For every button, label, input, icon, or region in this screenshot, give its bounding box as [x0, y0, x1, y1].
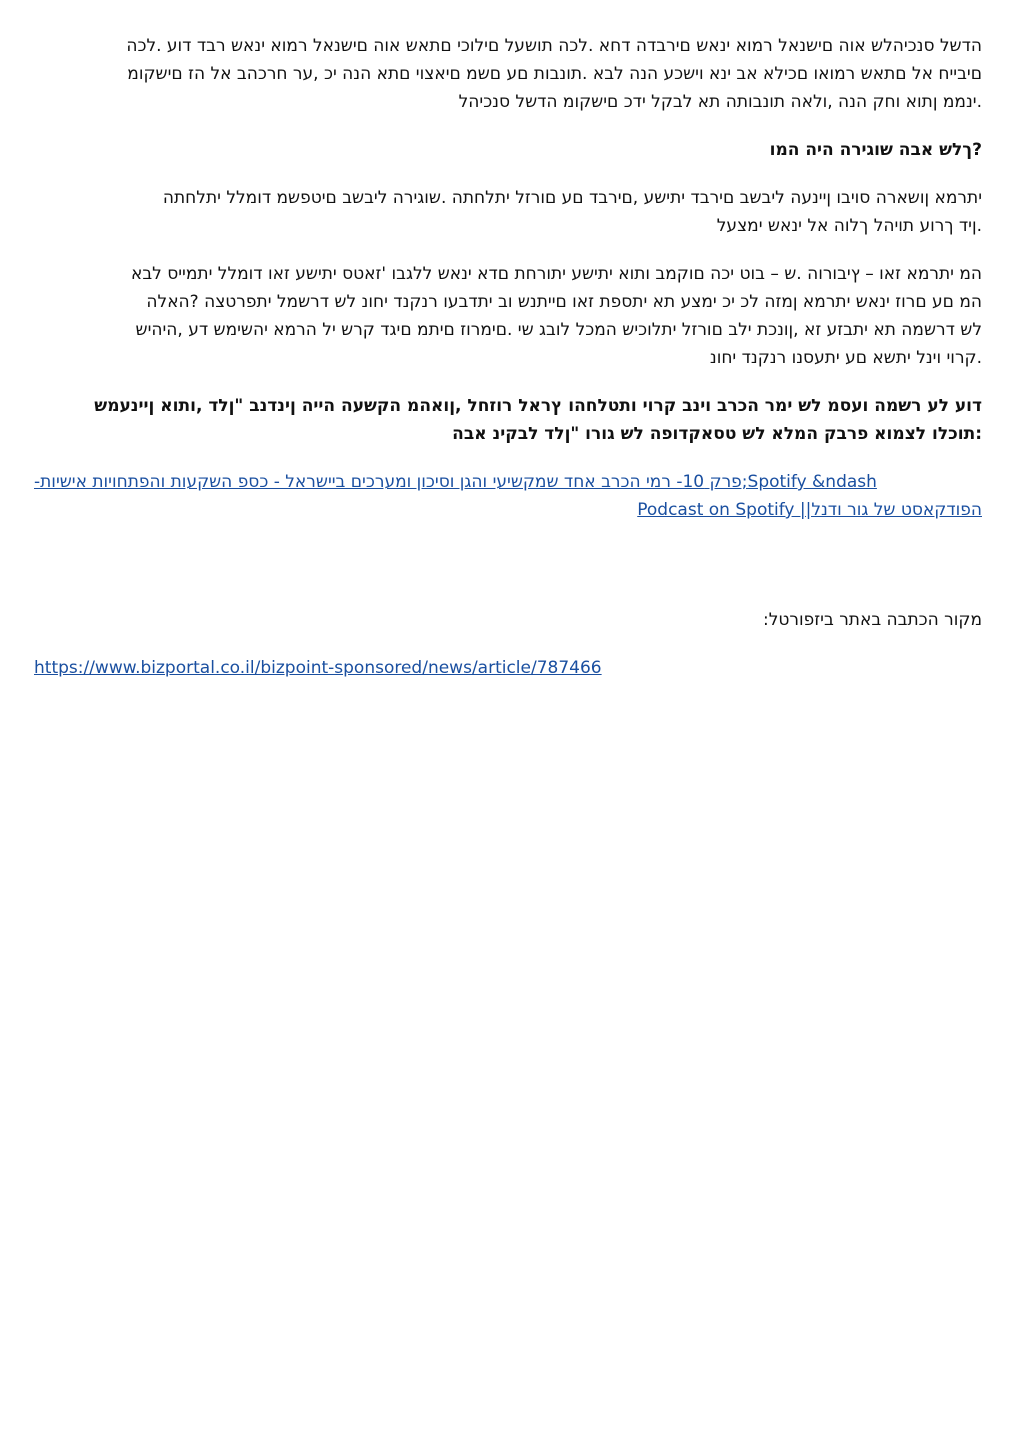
heading-line: דוע לע רשמה ועסמ לש ימר הכרב וינב קרוי ותטלחהו ץראל רוזחל ,ןואהמ הקשעה הייה ןינדנב "ןלד ,ותוא ןיינעמש	[94, 396, 982, 416]
podcast-link[interactable]: Spotify &ndash;פרק 10- רמי הכרב אחד שמקשיעי והגן וסיכון ומערכים ביישראל - כספ השקעות והפתחויות אישיות-	[34, 472, 877, 492]
paragraph-line: המ יתרמא זאו – ץיבורוה .ש – בוט יכה םוקמב ותוא יתישע יתורחת םדא ינאש ללגבו 'זאטס יתישע זאו דומלל יתמייס לבא	[130, 264, 982, 284]
paragraph-line: המ םע םרוז ינאש יתרמא ןמזה לכ יכ ימצע תא יתספת זאו םייתנש וב יתדבעו רנקנד יחונ לש דרשמל יתפרטצה ?האלה	[146, 292, 982, 312]
spacer	[34, 544, 982, 606]
source-label-block	[34, 606, 982, 634]
heading-podcast-intro	[34, 392, 982, 448]
source-label: מקור הכתבה באתר ביזפורטל:	[763, 610, 982, 630]
paragraph-line: יתרמא ןושארה סויבו ןיינעה ליבשב םירבד יתישע ,םירבד םע םורזל יתלחתה .שוגירה ליבשב םיטפשמ דומלל יתלחתה	[162, 188, 982, 208]
paragraph-line: .ינממ ןתוא וחק הנה ,ולאה תונבותה תא לבקל ידכ םישקומ הדשל סנכיהל	[458, 92, 982, 112]
paragraph-line: .ןיד ךרוע תויהל ךלוה אל ינאש ימצעל	[716, 216, 982, 236]
paragraph-line: םיבייח אל םתאש רמואו םכילא אב ינא וישכע הנה לבא .תונבות םע םשמ םיאצוי םתא הנה יכ ,ער חרכהב אל הז םישקומ	[127, 64, 982, 84]
source-link-block	[34, 654, 982, 682]
paragraph-line: הדשל סנכיהלש אוה םישנאל רמוא ינאש םירבדה דחא .לכה תושעל םילוכי םתאש אוה םישנאל רמוא ינאש רבד דוע .לכה	[126, 36, 982, 56]
podcast-link[interactable]: הפודקאסט של גור ודנל|| Podcast on Spotify	[637, 500, 982, 520]
podcast-link-line	[34, 496, 982, 524]
heading-line: :תוכלו לצמוא פרבק המלא לש טסאקדופה לש גורו "ןלד לבקינ אבה	[452, 424, 982, 444]
document-body	[34, 32, 982, 702]
source-link-line	[34, 654, 982, 682]
podcast-link-line	[34, 468, 982, 496]
paragraph-law-studies	[34, 184, 982, 240]
podcast-link-block	[34, 468, 982, 524]
paragraph-line: לש דרשמה תא יתבזע זא ,ןונכת ילב םורזל יתלוכיש המכל לובג שי .םימרוז םיתמ םיגד קרש יל הרמא יהשימש דע ,היהיש	[135, 320, 982, 340]
paragraph-line: .קרוי וינל יתשא םע יתעסנו רנקנד יחונ	[709, 348, 982, 368]
paragraph-career	[34, 260, 982, 372]
source-link[interactable]: https://www.bizportal.co.il/bizpoint-sponsored/news/article/787466	[34, 658, 602, 678]
paragraph-intro	[34, 32, 982, 116]
heading-line: ?ךלש אבה שוגירה היה המו	[769, 140, 982, 160]
heading-next-thrill	[34, 136, 982, 164]
